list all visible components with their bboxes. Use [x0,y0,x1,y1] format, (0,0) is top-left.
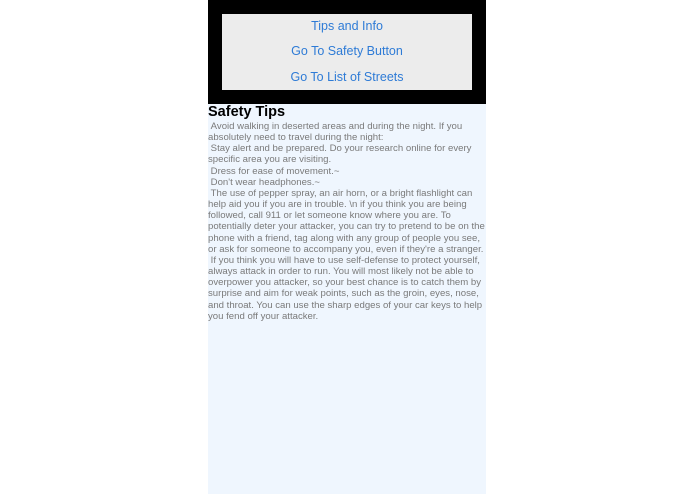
content-area[interactable] [208,104,486,322]
tips-and-info-button[interactable]: Tips and Info [311,19,383,33]
page-title: Safety Tips [208,104,286,120]
app-screen [208,0,486,494]
header-bar [208,0,486,104]
navigation-menu [222,14,472,90]
go-to-list-of-streets-button[interactable]: Go To List of Streets [290,69,404,84]
safety-tips-text: Avoid walking in deserted areas and during the night. If you absolutely need to travel during the night: Stay alert and be prepared. Do your research online for every specific area you are visiting. Dress for ease of movement.~ Don't wear headphones.~ The use of pepper spray, an air horn, or a bright flashlight can help aid you if you are in trouble. \n if you think you are being followed, call 911 or let someone know where you are. To potentially deter your attacker, you can try to pretend to be on the phone with a friend, tag along with any group of people you see, or ask for someone to accompany you, even if they're a stranger. If you think you will have to use self-defense to protect yourself, always attack in order to run. You will most likely not be able to overpower you attacker, so your best chance is to catch them by surprise and aim for weak points, such as the groin, eyes, nose, and throat. You can use the sharp edges of your car keys to help you fend off your attacker. [208,121,485,322]
go-to-safety-button[interactable]: Go To Safety Button [291,44,403,59]
